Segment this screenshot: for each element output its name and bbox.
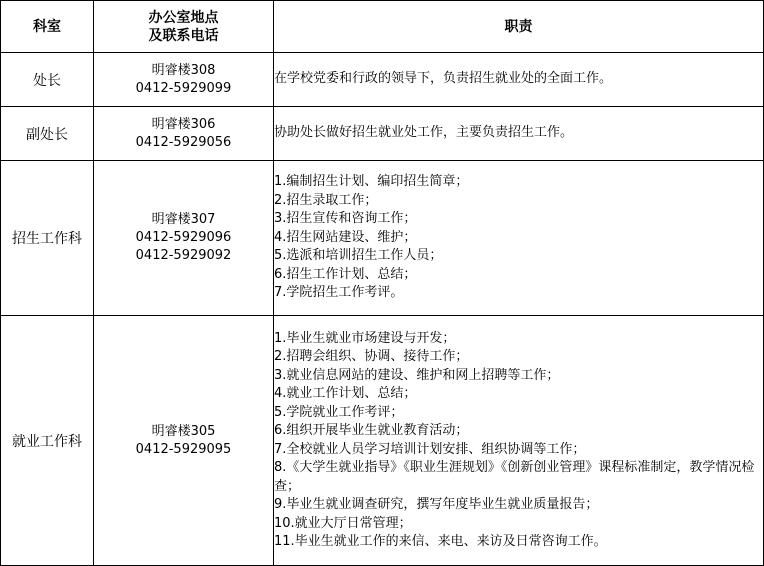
office-phone: 0412-5929096: [135, 230, 232, 245]
table-row: [1, 53, 764, 107]
dept-cell: 招生工作科: [1, 161, 94, 316]
list-item: 2.招生录取工作；: [274, 192, 378, 208]
duty-list: [274, 173, 763, 303]
list-item: 1.毕业生就业市场建设与开发；: [274, 330, 456, 346]
header-office: [94, 1, 274, 53]
office-room: 明睿楼306: [151, 116, 216, 132]
list-item: 8.《大学生就业指导》《职业生涯规划》《创新创业管理》课程标准制定，教学情况检查；: [274, 460, 755, 494]
office-phone: 0412-5929095: [135, 441, 232, 457]
list-item: 4.就业工作计划、总结；: [274, 386, 417, 401]
office-cell: [94, 316, 274, 566]
duties-cell: [274, 107, 764, 161]
office-cell: [94, 107, 274, 161]
list-item: 5.选派和培训招生工作人员；: [274, 248, 443, 264]
office-room: 明睿楼308: [151, 62, 216, 78]
office-cell: [94, 53, 274, 107]
header-office-line1: 办公室地点: [148, 9, 219, 26]
list-item: 7.学院招生工作考评。: [274, 285, 404, 301]
list-item: 3.就业信息网站的建设、维护和网上招聘等工作；: [274, 367, 560, 383]
list-item: 9.毕业生就业调查研究，撰写年度毕业生就业质量报告；: [274, 497, 599, 512]
table-row: [1, 161, 764, 316]
dept-cell: 就业工作科: [1, 316, 94, 566]
duties-cell: [274, 316, 764, 566]
dept-cell: 处长: [1, 53, 94, 107]
list-item: 4.招生网站建设、维护；: [274, 229, 417, 245]
dept-cell: 副处长: [1, 107, 94, 161]
list-item: 6.组织开展毕业生就业教育活动；: [274, 423, 469, 438]
office-phone: 0412-5929099: [135, 80, 232, 96]
header-duties: 职责: [274, 1, 764, 53]
list-item: 3.招生宣传和咨询工作；: [274, 211, 417, 227]
office-phone: 0412-5929056: [135, 134, 232, 150]
list-item: 7.全校就业人员学习培训计划安排、组织协调等工作；: [274, 441, 586, 457]
list-item: 11.毕业生就业工作的来信、来电、来访及日常咨询工作。: [274, 534, 607, 549]
header-office-line2: 及联系电话: [148, 27, 219, 44]
duty-list: [274, 330, 763, 552]
office-phone: 0412-5929092: [135, 248, 232, 263]
duty-text: 协助处长做好招生就业处工作，主要负责招生工作。: [274, 125, 574, 141]
office-cell: [94, 161, 274, 316]
duties-cell: [274, 53, 764, 107]
list-item: 6.招生工作计划、总结；: [274, 266, 417, 282]
list-item: 5.学院就业工作考评；: [274, 404, 404, 420]
list-item: 2.招聘会组织、协调、接待工作；: [274, 349, 469, 364]
list-item: 10.就业大厅日常管理；: [274, 515, 412, 531]
duties-cell: [274, 161, 764, 316]
office-room: 明睿楼305: [151, 423, 216, 439]
table-row: [1, 107, 764, 161]
table-row: [1, 316, 764, 566]
header-row: [1, 1, 764, 53]
office-room: 明睿楼307: [151, 212, 216, 227]
duty-text: 在学校党委和行政的领导下，负责招生就业处的全面工作。: [274, 71, 613, 87]
header-dept: 科室: [1, 1, 94, 53]
list-item: 1.编制招生计划、编印招生简章；: [274, 174, 469, 190]
